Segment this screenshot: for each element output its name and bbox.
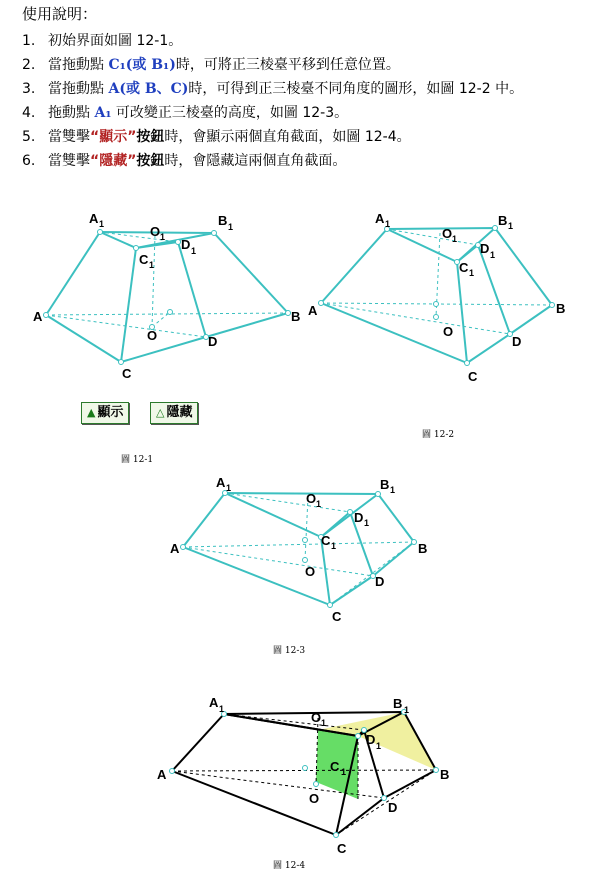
figure-12-1 [30,205,310,390]
svg-text:1: 1 [508,221,514,231]
svg-text:B: B [556,301,566,316]
svg-text:D: D [354,510,364,525]
svg-text:1: 1 [385,219,391,229]
svg-text:D: D [208,334,218,349]
svg-text:O: O [442,226,453,241]
instructions-heading: 使用說明： [22,5,98,23]
hide-button[interactable]: △ 隱藏 [150,402,198,424]
instruction-text: 拖動點 [48,105,95,121]
instruction-text: A₁ [94,105,112,121]
svg-text:D: D [388,800,398,815]
figure-caption-12-2: 圖 12-2 [422,430,455,440]
figure-12-4 [150,688,455,858]
instruction-text: 時，會隱藏這兩個直角截面。 [164,153,347,169]
instruction-item [22,126,411,146]
svg-text:C: C [459,260,469,275]
instruction-text: A(或 B、C) [108,81,189,97]
svg-text:B: B [440,767,450,782]
svg-text:1: 1 [321,718,327,728]
svg-text:1: 1 [376,741,382,751]
svg-text:B: B [498,213,508,228]
svg-text:O: O [147,328,158,343]
svg-text:1: 1 [469,268,475,278]
instruction-number: 2. [22,57,36,73]
figure-caption-12-4: 圖 12-4 [273,861,306,871]
svg-text:D: D [375,574,385,589]
instruction-number: 6. [22,153,36,169]
svg-text:1: 1 [364,518,370,528]
svg-text:C: C [468,369,478,384]
svg-text:1: 1 [452,234,458,244]
svg-text:C: C [122,366,132,381]
svg-text:1: 1 [99,219,105,229]
svg-text:A: A [89,211,99,226]
svg-text:1: 1 [219,704,225,714]
svg-text:A: A [33,309,43,324]
svg-text:1: 1 [341,767,347,777]
svg-text:O: O [305,564,316,579]
svg-text:1: 1 [490,250,496,260]
svg-text:D: D [512,334,522,349]
svg-text:1: 1 [404,705,410,715]
svg-text:D: D [480,241,490,256]
svg-text:A: A [216,475,226,490]
svg-text:O: O [306,491,317,506]
svg-text:B: B [418,541,428,556]
instruction-text: 時，可將正三棱臺平移到任意位置。 [175,57,400,73]
svg-text:O: O [443,324,454,339]
instruction-text: “顯示” [90,129,137,145]
instruction-text: “隱藏” [90,153,137,169]
svg-text:O: O [150,224,161,239]
instruction-number: 3. [22,81,36,97]
svg-text:A: A [209,695,219,710]
instruction-text: 按鈕 [136,153,165,169]
triangle-up-outline-icon: △ [156,406,165,419]
instruction-number: 4. [22,105,36,121]
instruction-text: 當雙擊 [48,153,90,169]
instruction-number: 5. [22,129,36,145]
instruction-text: 按鈕 [136,129,165,145]
svg-text:1: 1 [226,483,232,493]
svg-text:1: 1 [331,541,337,551]
svg-text:C: C [139,252,149,267]
svg-text:D: D [181,237,191,252]
svg-text:O: O [311,710,322,725]
svg-text:B: B [380,477,390,492]
svg-text:C: C [332,609,342,624]
svg-text:1: 1 [316,499,322,509]
instruction-item [22,102,348,122]
instruction-item [22,30,182,50]
svg-text:A: A [157,767,167,782]
instruction-item [22,54,400,74]
instruction-number: 1. [22,33,36,49]
instruction-item [22,78,523,98]
svg-text:1: 1 [390,485,396,495]
svg-text:C: C [337,841,347,856]
instruction-text: C₁(或 B₁) [108,57,176,73]
figure-caption-12-1: 圖 12-1 [121,455,154,465]
svg-text:C: C [330,759,340,774]
svg-text:A: A [375,211,385,226]
show-button[interactable]: ▲ 顯示 [81,402,129,424]
figure-caption-12-3: 圖 12-3 [273,646,306,656]
figure-12-3 [165,472,440,627]
svg-text:O: O [309,791,320,806]
instruction-text: 可改變正三棱臺的高度，如圖 12-3。 [111,105,349,121]
svg-text:B: B [218,213,228,228]
instruction-text: 當雙擊 [48,129,90,145]
instruction-text: 當拖動點 [48,57,109,73]
instruction-text: 時，會顯示兩個直角截面，如圖 12-4。 [164,129,411,145]
svg-text:B: B [291,309,301,324]
svg-text:B: B [393,696,403,711]
instruction-text: 當拖動點 [48,81,109,97]
instruction-text: 初始界面如圖 12-1。 [48,33,183,49]
svg-text:D: D [366,732,376,747]
triangle-up-filled-icon: ▲ [87,406,96,419]
svg-text:1: 1 [149,260,155,270]
instruction-item [22,150,346,170]
svg-text:A: A [170,541,180,556]
svg-text:1: 1 [160,232,166,242]
svg-text:A: A [308,303,318,318]
svg-text:1: 1 [228,222,234,232]
svg-text:C: C [321,533,331,548]
svg-text:1: 1 [191,246,197,256]
figure-12-2 [305,205,575,385]
instruction-text: 時，可得到正三棱臺不同角度的圖形，如圖 12-2 中。 [188,81,524,97]
